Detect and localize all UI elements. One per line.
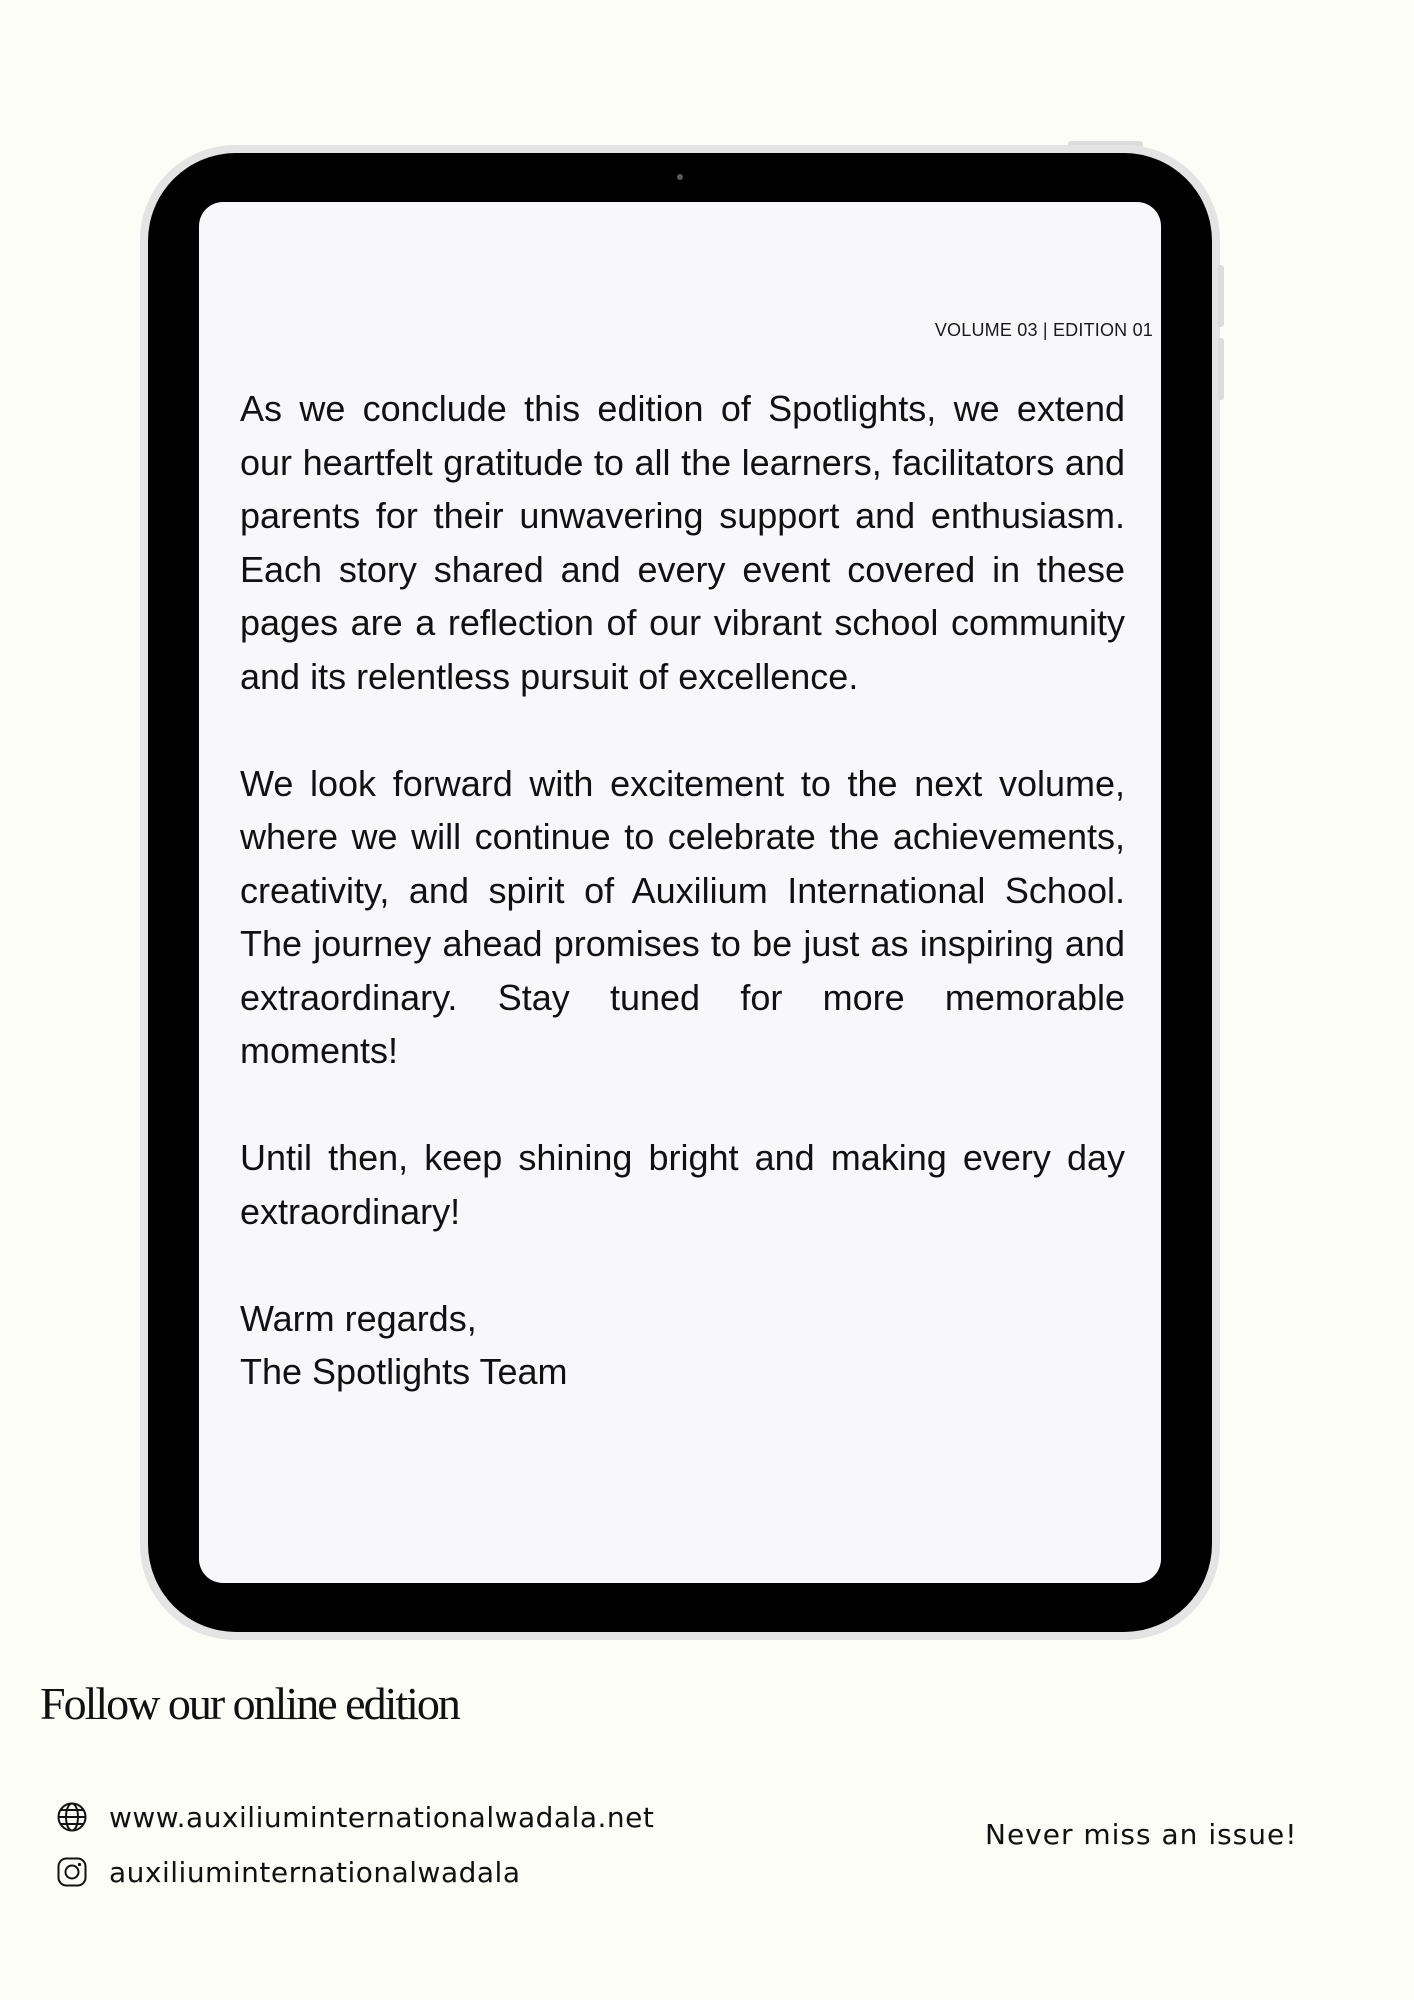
follow-heading: Follow our online edition — [40, 1678, 459, 1729]
closing-letter — [240, 382, 1125, 1399]
closing-line: Warm regards, — [240, 1297, 477, 1339]
tablet-screen — [199, 202, 1161, 1583]
tagline: Never miss an issue! — [985, 1818, 1298, 1851]
instagram-link[interactable] — [55, 1855, 521, 1889]
website-link[interactable] — [55, 1800, 654, 1834]
letter-paragraph: Until then, keep shining bright and making every day extraordinary! — [240, 1137, 1125, 1232]
letter-paragraph: As we conclude this edition of Spotlights, we extend our heartfelt gratitude to all the learners, facilitators and parents for their unwavering support and enthusiasm. Each story shared and every event covered in these pages are a reflection of our vibrant school community and its relentless pursuit of excellence. — [240, 388, 1125, 697]
tablet-volume-up-button — [1218, 265, 1224, 327]
signature: The Spotlights Team — [240, 1351, 568, 1392]
tablet-volume-down-button — [1218, 338, 1224, 400]
volume-edition-label: VOLUME 03 | EDITION 01 — [934, 320, 1153, 340]
letter-paragraph: We look forward with excitement to the next volume, where we will continue to celebrate the achievements, creativity, and spirit of Auxilium International School. The journey ahead promises to be just as inspiring and extraordinary. Stay tuned for more memorable moments! — [240, 762, 1125, 1071]
letter-signoff — [240, 1292, 1125, 1399]
camera-icon — [677, 174, 683, 180]
website-url: www.auxiliuminternationalwadala.net — [109, 1800, 655, 1834]
instagram-handle: auxiliuminternationalwadala — [109, 1855, 521, 1889]
instagram-icon — [55, 1855, 89, 1889]
globe-icon — [55, 1800, 89, 1834]
